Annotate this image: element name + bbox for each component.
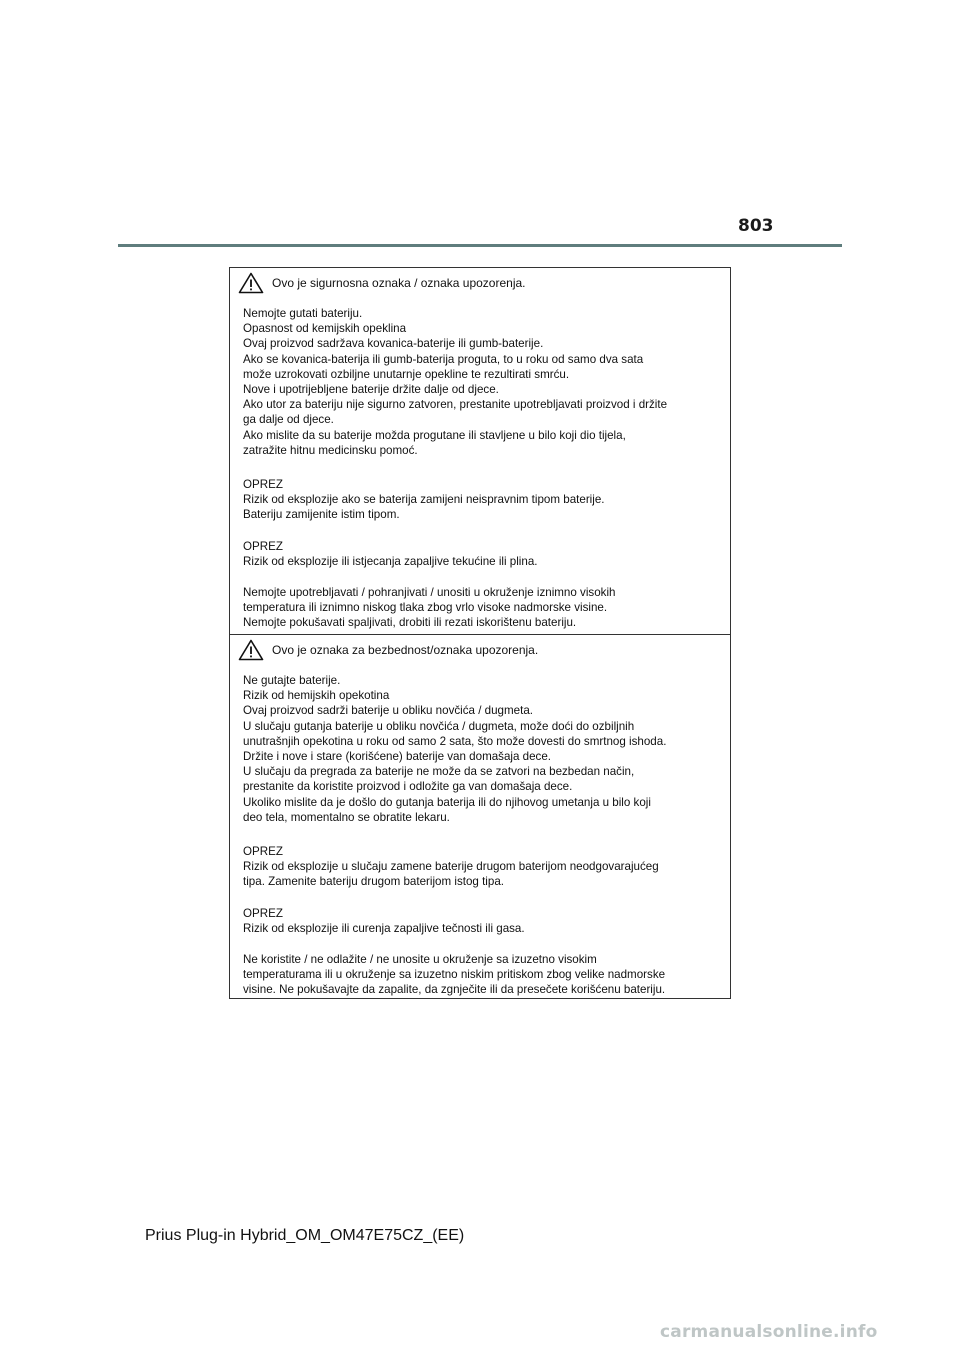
text-line: Ovaj proizvod sadržava kovanica-baterije ili gumb-baterije. [243, 337, 544, 351]
text-line: Ako mislite da su baterije možda progutane ili stavljene u bilo koji dio tijela, [243, 428, 626, 442]
warning-heading [238, 639, 538, 661]
text-line: unutrašnjih opekotina u roku od samo 2 sata, što može dovesti do smrtnog ishoda. [243, 734, 667, 748]
text-line: OPREZ [243, 845, 283, 858]
text-line: deo tela, momentalno se obratite lekaru. [243, 810, 450, 824]
text-block [243, 673, 666, 825]
text-line: Ako utor za bateriju nije sigurno zatvoren, prestanite upotrebljavati proizvod i držite [243, 398, 668, 412]
text-block [243, 585, 615, 631]
text-line: Nove i upotrijebljene baterije držite dalje od djece. [243, 382, 499, 396]
text-line: Opasnost od kemijskih opeklina [243, 322, 407, 336]
text-line: Ako se kovanica-baterija ili gumb-baterija proguta, to u roku od samo dva sata [243, 352, 644, 366]
text-line: Ovaj proizvod sadrži baterije u obliku novčića / dugmeta. [243, 704, 533, 718]
text-line: Rizik od eksplozije ili curenja zapaljive tečnosti ili gasa. [243, 922, 525, 936]
text-line: Rizik od hemijskih opekotina [243, 689, 390, 703]
warning-heading [238, 272, 526, 294]
text-line: tipa. Zamenite bateriju drugom baterijom istog tipa. [243, 875, 504, 889]
text-line: U slučaju da pregrada za baterije ne može da se zatvori na bezbedan način, [243, 765, 635, 779]
header-rule [118, 244, 842, 247]
warning-triangle-icon [238, 639, 264, 661]
text-line: Bateriju zamijenite istim tipom. [243, 508, 400, 522]
text-line: OPREZ [243, 478, 283, 491]
text-line: temperaturama ili u okruženje sa izuzetno niskim pritiskom zbog velike nadmorske [243, 968, 666, 982]
watermark: carmanualsonline.info [660, 1322, 878, 1342]
text-line: visine. Ne pokušavajte da zapalite, da zgnječite ili da presečete korišćenu bateriju. [243, 983, 666, 997]
text-block [243, 477, 605, 523]
text-line: Nemojte gutati bateriju. [243, 307, 363, 320]
text-line: Rizik od eksplozije u slučaju zamene baterije drugom baterijom neodgovarajućeg [243, 860, 659, 874]
text-block [243, 906, 525, 936]
text-line: prestanite da koristite proizvod i odložite ga van domašaja dece. [243, 780, 573, 794]
text-block [243, 844, 659, 890]
page-number: 803 [738, 216, 774, 236]
text-line: Držite i nove i stare (korišćene) baterije van domašaja dece. [243, 749, 552, 763]
text-line: Nemojte pokušavati spaljivati, drobiti ili rezati iskorištenu bateriju. [243, 616, 577, 630]
text-line: OPREZ [243, 907, 283, 920]
warning-title: Ovo je oznaka za bezbednost/oznaka upozorenja. [272, 643, 539, 657]
warning-triangle-icon [238, 272, 264, 294]
text-line: može uzrokovati ozbiljne unutarnje opekline te rezultirati smrću. [243, 367, 570, 381]
warning-section-serbian [230, 634, 730, 999]
text-line: Ukoliko mislite da je došlo do gutanja baterija ili do njihovog umetanja u bilo koji [243, 795, 651, 809]
manual-footer: Prius Plug-in Hybrid_OM_OM47E75CZ_(EE) [145, 1227, 465, 1244]
warning-section-croatian [230, 268, 730, 634]
text-line: Nemojte upotrebljavati / pohranjivati / unositi u okruženje iznimno visokih [243, 586, 616, 599]
text-line: temperatura ili iznimno niskog tlaka zbog vrlo visoke nadmorske visine. [243, 601, 608, 615]
text-line: U slučaju gutanja baterije u obliku novčića / dugmeta, može doći do ozbiljnih [243, 719, 635, 733]
text-line: Ne koristite / ne odlažite / ne unosite u okruženje sa izuzetno visokim [243, 953, 597, 966]
warning-title: Ovo je sigurnosna oznaka / oznaka upozorenja. [272, 276, 526, 290]
text-line: ga dalje od djece. [243, 413, 334, 427]
battery-warning-label [229, 267, 731, 999]
text-line: Ne gutajte baterije. [243, 674, 341, 687]
text-line: OPREZ [243, 540, 283, 553]
text-line: Rizik od eksplozije ako se baterija zamijeni neispravnim tipom baterije. [243, 493, 605, 507]
text-block [243, 306, 667, 458]
text-block [243, 952, 665, 998]
text-line: Rizik od eksplozije ili istjecanja zapaljive tekućine ili plina. [243, 555, 538, 569]
text-line: zatražite hitnu medicinsku pomoć. [243, 443, 418, 457]
text-block [243, 539, 538, 569]
